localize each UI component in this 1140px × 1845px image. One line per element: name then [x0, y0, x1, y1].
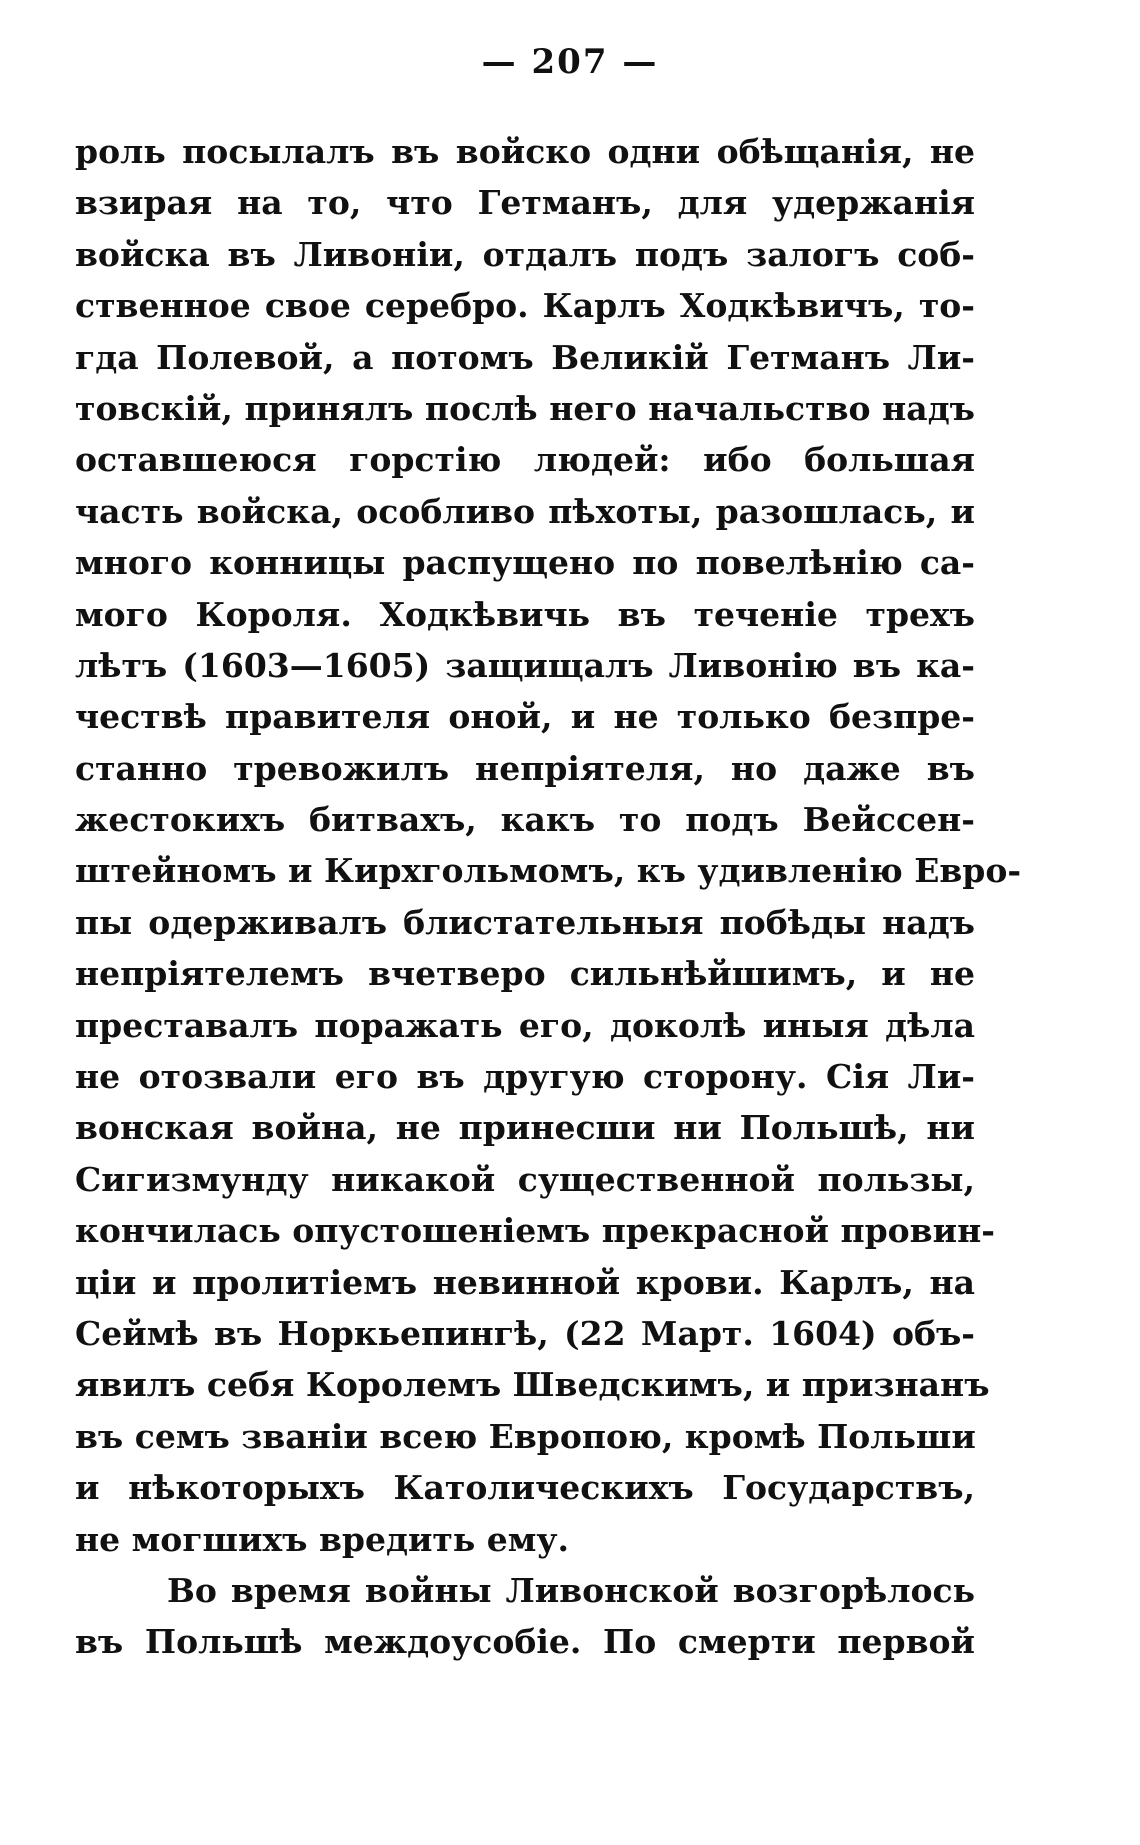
text-line: жестокихъ битвахъ, какъ то подъ Вейссен-	[75, 800, 975, 840]
body-text	[75, 126, 1022, 1668]
text-line: и нѣкоторыхъ Католическихъ Государствъ,	[75, 1468, 975, 1508]
text-line: оставшеюся горстію людей: ибо большая	[75, 440, 975, 480]
text-line: вонская война, не принесши ни Польшѣ, ни	[75, 1108, 975, 1148]
text-line: явилъ себя Королемъ Шведскимъ, и признанъ	[75, 1365, 990, 1405]
text-line: въ семъ званіи всею Европою, кромѣ Польши	[75, 1416, 976, 1456]
text-line: чествѣ правителя оной, и не только безпре-	[75, 697, 975, 737]
text-line: пы одерживалъ блистательныя побѣды надъ	[75, 902, 975, 942]
paragraph-start-line: Во время войны Ливонской возгорѣлось	[167, 1570, 975, 1610]
text-line: преставалъ поражать его, доколѣ иныя дѣла	[75, 1005, 975, 1045]
page-number-header: — 207 —	[481, 42, 659, 82]
text-line: въ Польшѣ междоусобіе. По смерти первой	[75, 1622, 975, 1662]
text-line: станно тревожилъ непріятеля, но даже въ	[75, 748, 975, 788]
text-line: ственное свое серебро. Карлъ Ходкѣвичъ, то-	[75, 286, 975, 326]
text-line: роль посылалъ въ войско одни обѣщанія, не	[75, 132, 975, 171]
text-line: часть войска, особливо пѣхоты, разошлась, и	[75, 491, 975, 531]
text-line: не отозвали его въ другую сторону. Сія Ли-	[75, 1057, 975, 1097]
text-line: Сеймѣ въ Норкьепингѣ, (22 Март. 1604) объ-	[75, 1313, 975, 1353]
text-line: товскій, принялъ послѣ него начальство надъ	[75, 388, 975, 428]
text-line: много конницы распущено по повелѣнію са-	[75, 543, 975, 583]
text-line: ціи и пролитіемъ невинной крови. Карлъ, на	[75, 1262, 975, 1302]
text-line: Сигизмунду никакой существенной пользы,	[75, 1159, 975, 1199]
text-line: мого Короля. Ходкѣвичь въ теченіе трехъ	[75, 594, 975, 634]
text-line: лѣтъ (1603—1605) защищалъ Ливонію въ ка-	[75, 645, 975, 685]
text-line: взирая на то, что Гетманъ, для удержанія	[75, 183, 975, 223]
paragraph-end-line: не могшихъ вредить ему.	[75, 1519, 570, 1559]
text-line: войска въ Ливоніи, отдалъ подъ залогъ соб-	[75, 234, 975, 274]
text-line: гда Полевой, а потомъ Великій Гетманъ Ли-	[75, 337, 975, 377]
text-line: штейномъ и Кирхгольмомъ, къ удивленію Евро-	[75, 851, 1022, 891]
text-line: непріятелемъ вчетверо сильнѣйшимъ, и не	[75, 954, 975, 994]
text-line: кончилась опустошеніемъ прекрасной провин-	[75, 1211, 995, 1251]
